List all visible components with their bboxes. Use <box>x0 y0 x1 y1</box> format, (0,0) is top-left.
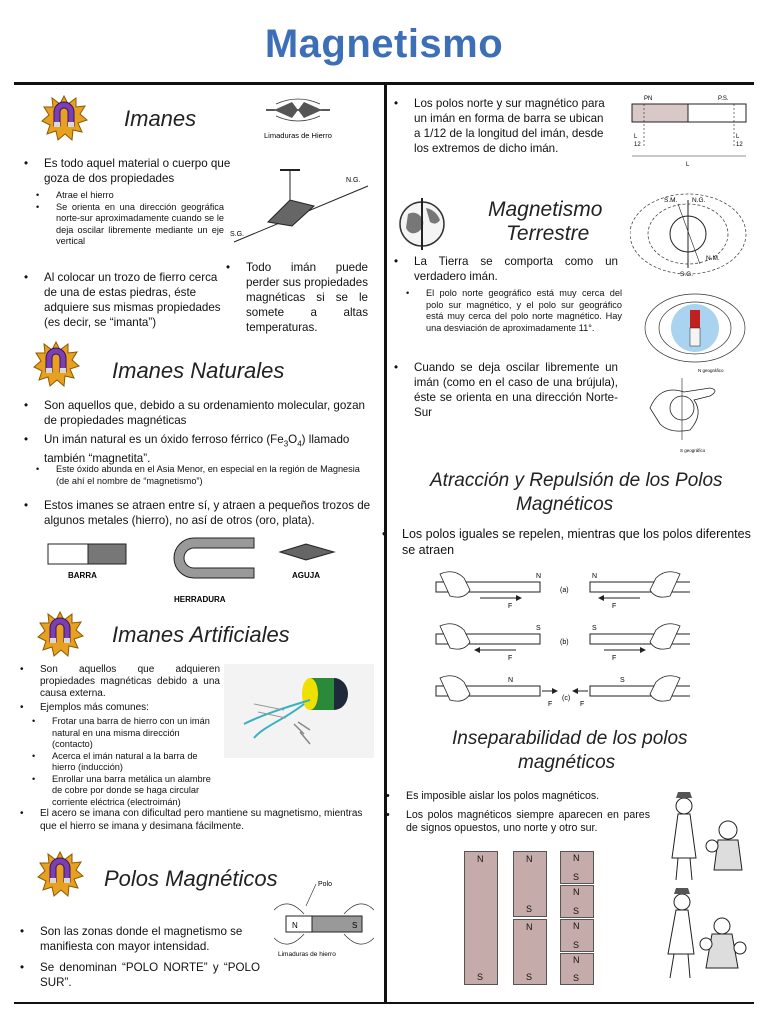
atraccion-bullet: • Los polos iguales se repelen, mientras que los polos diferentes se atraen <box>382 527 751 557</box>
frac1-den: 12 <box>634 142 641 148</box>
section-heading-atraccion-1: Atracción y Repulsión de los Polos <box>430 470 723 491</box>
bottom-rule <box>14 1002 754 1004</box>
row-a-n2: N <box>592 573 598 580</box>
terrestre-bullet-1: • La Tierra se comporta como un verdadero imán. <box>394 255 618 283</box>
magnet-bar-half-1: N S <box>513 851 547 917</box>
row-c-s: S <box>620 677 625 684</box>
imanes-bullet-1: • Es todo aquel material o cuerpo que goza de dos propiedades <box>24 157 231 185</box>
section-heading-insep-1: Inseparabilidad de los polos <box>452 728 688 749</box>
magnet-icon <box>36 850 84 898</box>
bar-poles-diagram <box>630 92 750 168</box>
magnet-icon <box>40 94 88 142</box>
row-a-f2: F <box>612 603 617 610</box>
nm-label: N.M. <box>706 255 720 262</box>
magnet-icon <box>32 340 80 388</box>
naturales-bullet-3: • Estos imanes se atraen entre sí, y atraen a pequeños trozos de algunos metales (hierro), no así de otros (oro, plata). <box>24 499 371 527</box>
section-heading-terrestre-1: Magnetismo <box>488 198 603 221</box>
frac1-num: L <box>634 134 638 140</box>
section-heading-artificiales: Imanes Artificiales <box>112 622 290 647</box>
section-heading-insep-2: magnéticos <box>518 752 616 773</box>
artificiales-subbullets: • Frotar una barra de hierro con un imán natural en una misma dirección (contacto) • Acerca el imán natural a la barra de hierro (inducción) • Enrollar una barra metálica un alambre de cobre por donde se haga circular corriente eléctrica (electroimán) <box>32 716 211 807</box>
imanes-bullet-2: • Al colocar un trozo de fierro cerca de una de estas piedras, éste adquiere sus mismas propiedades (es decir, se “imanta”) <box>24 271 221 329</box>
row-a-n: N <box>536 573 542 580</box>
filings-caption: Limaduras de Hierro <box>264 131 332 140</box>
cartoon-figures-top <box>656 788 756 884</box>
magnet-bar-whole: N S <box>464 851 498 985</box>
magnet-bar-quarter-3: N S <box>560 919 594 952</box>
section-heading-naturales: Imanes Naturales <box>112 358 285 383</box>
sm-label: S.M. <box>664 197 678 204</box>
section-heading-atraccion-2: Magnéticos <box>516 494 614 515</box>
naturales-bullets: • Son aquellos que, debido a su ordenamiento molecular, gozan de propiedades magnéticas • Un imán natural es un óxido ferroso férrico $(Fe_3O_4)$ llamado también “magnetita”. <box>24 399 365 466</box>
frac2-den: 12 <box>736 142 743 148</box>
naturales-subbullet: • Este óxido abunda en el Asia Menor, en especial en la región de Magnesia (de ahí el nombre de “magnetismo”) <box>36 464 360 486</box>
magnet-bar-quarter-1: N S <box>560 851 594 884</box>
pole-s-label: S <box>352 921 358 930</box>
section-heading-polos: Polos Magnéticos <box>104 866 278 891</box>
filings-diagram <box>262 96 334 154</box>
south-geo-caption: S geográfico <box>680 448 706 453</box>
attraction-repulsion-diagram <box>430 566 690 710</box>
compass-hand-diagram <box>640 364 750 456</box>
magnet-bar-quarter-4: N S <box>560 953 594 985</box>
row-a-f: F <box>508 603 513 610</box>
bar-poles-text: • Los polos norte y sur magnético para un imán en forma de barra se ubican a 1/12 de la longitud del imán, desde los extremos de dicho imán. <box>394 97 605 155</box>
magnet-shapes-diagram <box>44 530 344 608</box>
frac2-num: L <box>736 134 740 140</box>
terrestre-bullet-2: • Cuando se deja oscilar libremente un imán (como en el caso de una brújula), éste se orienta en una dirección Norte-Sur <box>394 361 618 419</box>
ps-label: P.S. <box>718 96 729 102</box>
globe-icon <box>396 196 448 252</box>
row-b-f2: F <box>612 655 617 662</box>
insep-bullets: • Es imposible aislar los polos magnéticos. • Los polos magnéticos siempre aparecen en pares de signos opuestos, uno norte y otro sur. <box>386 790 650 834</box>
page-title: Magnetismo <box>264 22 504 66</box>
magnet-bar-half-2: N S <box>513 919 547 985</box>
pole-label: Polo <box>318 881 333 888</box>
row-a-label: (a) <box>560 587 569 594</box>
bar-caption: BARRA <box>68 571 97 580</box>
row-c-n: N <box>508 677 514 684</box>
horseshoe-caption: HERRADURA <box>174 595 226 604</box>
section-heading-terrestre-2: Terrestre <box>506 222 590 245</box>
imanes-subbullets: • Atrae el hierro • Se orienta en una dirección geográfica norte-sur aproximadamente cuando se le deja oscilar libremente mediante un eje vertical <box>36 190 224 246</box>
earth-field-diagram <box>630 190 754 280</box>
row-c-f: F <box>548 701 553 708</box>
needle-caption: AGUJA <box>292 571 321 580</box>
polos-bullets: • Son las zonas donde el magnetismo se manifiesta con mayor intensidad. • Se denominan “POLO NORTE” y “POLO SUR”. <box>20 925 260 989</box>
north-geo-label: N.G. <box>346 177 361 184</box>
magnet-bar-quarter-2: N S <box>560 885 594 918</box>
south-geo-label: S.G. <box>230 231 245 238</box>
north-geo-caption: N geográfico <box>698 368 724 373</box>
ng-label: N.G. <box>692 197 706 204</box>
row-b-s2: S <box>592 625 597 632</box>
artificiales-bullets: • Son aquellos que adquieren propiedades magnéticas debido a una causa externa. • Ejemplos más comunes: <box>20 664 220 714</box>
row-b-label: (b) <box>560 639 569 646</box>
filings-label: Limaduras de hierro <box>278 951 336 958</box>
electromagnet-photo <box>224 664 374 758</box>
dipole-field-diagram <box>640 288 750 368</box>
row-c-f2: F <box>580 701 585 708</box>
section-heading-imanes: Imanes <box>124 106 197 131</box>
cartoon-figures-bottom <box>656 888 756 984</box>
row-b-s: S <box>536 625 541 632</box>
poles-diagram <box>268 876 378 966</box>
sg-label: S.G. <box>680 271 694 278</box>
artificiales-bullet-3: • El acero se imana con dificultad pero mantiene su magnetismo, mientras que el hierro se imana y desimana fácilmente. <box>20 808 363 832</box>
terrestre-subbullet: • El polo norte geográfico está muy cerca del polo sur magnético, y el polo sur geográfico está muy cerca del polo norte magnético. Hay una desviación de aproximadamente 11°. <box>406 288 622 333</box>
row-c-label: (c) <box>562 695 571 702</box>
pn-label: PN <box>644 96 653 102</box>
length-label: L <box>686 162 690 168</box>
suspended-magnet-diagram <box>228 166 378 250</box>
imanes-bullet-3: • Todo imán puede perder sus propiedades magnéticas si se le somete a altas temperaturas. <box>226 261 368 334</box>
magnet-icon <box>36 610 84 658</box>
column-divider <box>384 84 387 1002</box>
pole-n-label: N <box>292 921 298 930</box>
row-b-f: F <box>508 655 513 662</box>
